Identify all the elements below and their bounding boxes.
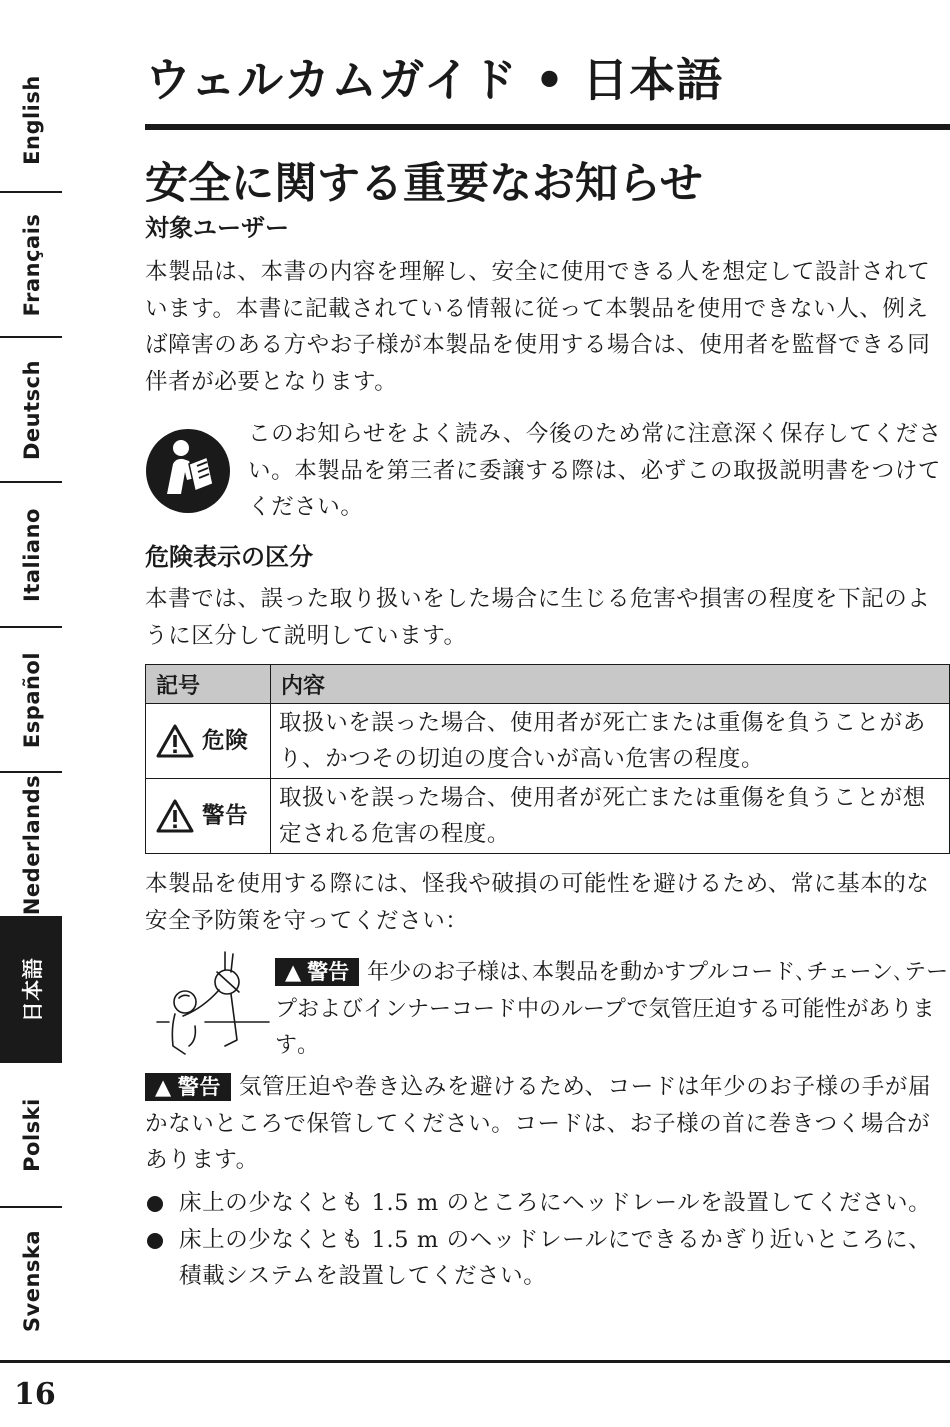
table-row <box>146 779 950 854</box>
child-warning <box>275 955 950 1065</box>
hazard-table <box>145 664 950 854</box>
warning-badge <box>145 1073 231 1101</box>
page-number: 16 <box>14 1377 56 1412</box>
lang-tab-spanish[interactable] <box>0 628 62 773</box>
child-cord-hazard-illustration <box>153 950 271 1060</box>
col-symbol-header: 記号 <box>146 665 271 704</box>
precautions-intro: 本製品を使用する際には、怪我や破損の可能性を避けるため、常に基本的な安全予防策を守ってください： <box>145 871 930 934</box>
lang-tab-german[interactable] <box>0 338 62 483</box>
read-manual-icon <box>145 428 231 514</box>
warning-triangle-icon: ▲ <box>285 959 302 984</box>
child-warning-text: 年少のお子様は､本製品を動かすプルコード､チェーン､テープおよびインナーコード中のループで気管圧迫する可能性があります｡ <box>275 960 949 1058</box>
lang-tab-label: Français <box>20 213 44 316</box>
warning-badge-label: 警告 <box>177 1074 221 1099</box>
lang-tab-label: Italiano <box>20 507 44 602</box>
lang-tab-polish[interactable] <box>0 1063 62 1208</box>
hazard-symbol-cell <box>146 704 271 779</box>
bullet-list <box>145 1185 950 1295</box>
bullet-dot-icon <box>147 1196 163 1212</box>
lang-tab-label: Nederlands <box>20 774 44 915</box>
lang-tab-english[interactable] <box>0 48 62 193</box>
title-divider <box>145 124 950 130</box>
warning-triangle-icon: ▲ <box>155 1074 172 1099</box>
hazard-symbol-cell <box>146 779 271 854</box>
lang-tab-label: Polski <box>20 1097 44 1172</box>
lang-tab-italian[interactable] <box>0 483 62 628</box>
hazard-content-cell: 取扱いを誤った場合、使用者が死亡または重傷を負うことが想定される危害の程度。 <box>271 779 950 854</box>
read-notice-text: このお知らせをよく読み、今後のため常に注意深く保存してください。本製品を第三者に委譲する際は、必ずこの取扱説明書をつけてください。 <box>248 421 942 520</box>
bullet-dot-icon <box>147 1233 163 1249</box>
lang-tab-label: Español <box>20 651 44 748</box>
lang-tab-label: Svenska <box>20 1229 44 1332</box>
lang-tab-label: Deutsch <box>20 359 44 460</box>
warning-triangle-icon <box>156 724 194 758</box>
list-item <box>145 1222 950 1295</box>
lang-tab-swedish[interactable] <box>0 1208 62 1353</box>
list-item <box>145 1185 950 1222</box>
col-content-header: 内容 <box>271 665 950 704</box>
lang-tab-french[interactable] <box>0 193 62 338</box>
lang-tab-japanese[interactable] <box>0 918 62 1063</box>
cord-warning <box>145 1069 950 1179</box>
page-title: ウェルカムガイド • 日本語 <box>145 53 724 107</box>
section-heading: 安全に関する重要なお知らせ <box>145 159 703 209</box>
cord-warning-text: 気管圧迫や巻き込みを避けるため、コードは年少のお子様の手が届かないところで保管してください。コードは、お子様の首に巻きつく場合があります。 <box>145 1074 932 1173</box>
warning-badge <box>275 958 359 986</box>
table-row <box>146 704 950 779</box>
warning-badge-label: 警告 <box>307 959 350 984</box>
lang-tab-label: English <box>20 74 44 165</box>
hazard-symbol-label: 危険 <box>202 728 249 754</box>
table-header-row <box>146 665 950 704</box>
lang-tab-dutch[interactable] <box>0 773 62 918</box>
list-item-text: 床上の少なくとも 1.5 m のヘッドレールにできるかぎり近いところに、積載システムを設置してください。 <box>179 1226 932 1289</box>
target-users-text: 本製品は、本書の内容を理解し、安全に使用できる人を想定して設計されています。本書に記載されている情報に従って本製品を使用できない人、例えば障害のある方やお子様が本製品を使用する場合は、使用者を監督できる同伴者が必要となります。 <box>145 259 931 395</box>
lang-tab-label: 日本語 <box>21 957 45 1022</box>
target-users-heading: 対象ユーザー <box>145 214 289 242</box>
hazard-intro: 本書では、誤った取り扱いをした場合に生じる危害や損害の程度を下記のように区分して説明しています。 <box>145 586 931 649</box>
hazard-content-cell: 取扱いを誤った場合、使用者が死亡または重傷を負うことがあり、かつその切迫の度合いが高い危害の程度。 <box>271 704 950 779</box>
list-item-text: 床上の少なくとも 1.5 m のところにヘッドレールを設置してください。 <box>179 1190 932 1216</box>
language-tabs <box>0 48 62 1353</box>
hazard-heading: 危険表示の区分 <box>145 543 313 571</box>
footer-divider <box>0 1360 950 1363</box>
hazard-symbol-label: 警告 <box>202 803 249 829</box>
warning-triangle-icon <box>156 799 194 833</box>
